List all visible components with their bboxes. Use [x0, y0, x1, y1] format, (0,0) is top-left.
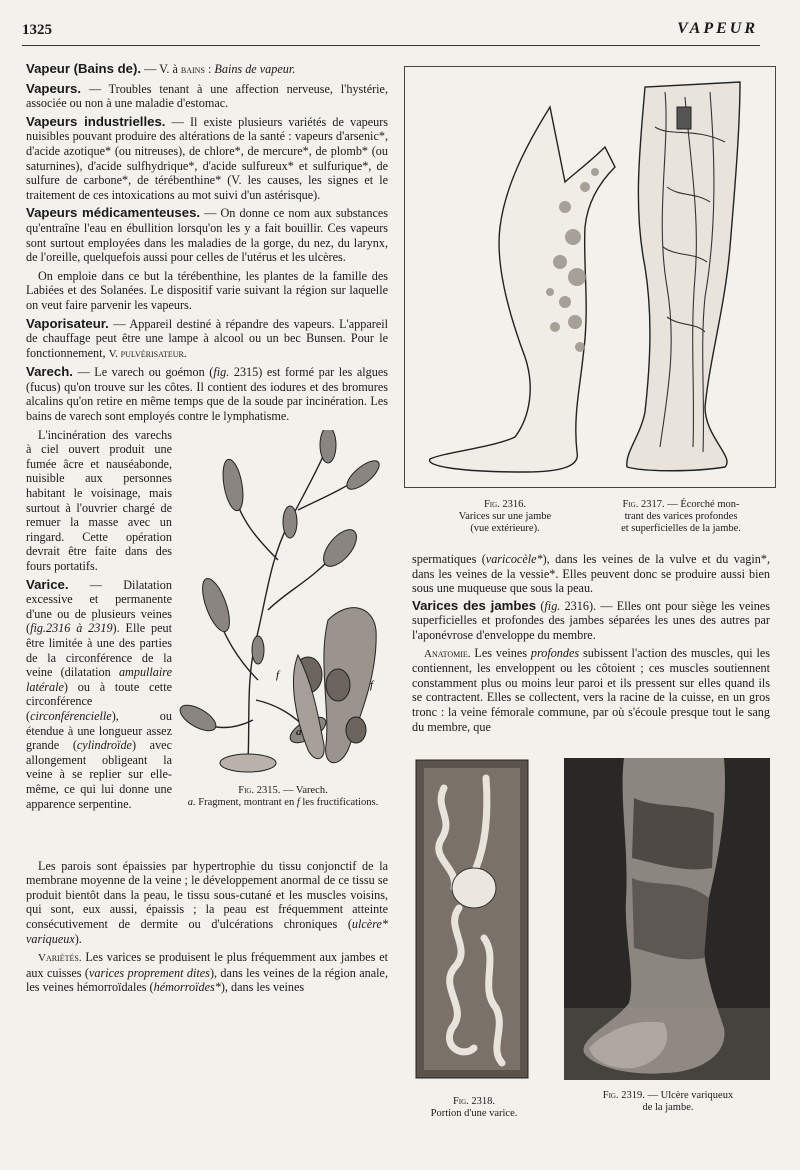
figure-2319 [564, 758, 770, 1113]
paragraph: On emploie dans ce but la térébenthine, les plantes de la famille des Labiées et des Solanées. Le dispositif varie suivant la région sur laquelle on veut faire parvenir les vapeurs. [26, 268, 388, 312]
header-rule [22, 45, 760, 46]
entry-title: Vaporisateur. [26, 315, 109, 331]
paragraph: L'incinération des varechs à ciel ouvert produit une fumée âcre et nauséabonde, nuisible aux personnes habitant le voisinage, mais surtout à l'ouvrier chargé de remuer la masse avec un ringard. Cette opération devrait être faite dans des fours portatifs. [26, 427, 172, 573]
entry-title: Vapeurs médicamenteuses. [26, 205, 201, 221]
entry-title: Vapeur (Bains de). [26, 61, 142, 76]
paragraph-anatomie: Anatomie. Les veines profondes subissent l'action des muscles, qui les contiennent, les enveloppent ou les côtoient ; ces muscles soutiennent constamment plus ou moins leur paroi et ils pressent sur elles quand ils se contractent. Elles se collectent, vers la racine de la cuisse, en un gros tronc : la veine fémorale commune, par où s'écoule presque tout le sang du membre, que [412, 645, 770, 734]
figure-2318 [414, 758, 534, 1119]
figure-2317-caption: Fig. 2317. — Écorché mon- trant des varices profondes et superficielles de la jambe. [621, 499, 741, 534]
figure-letter-f: f [276, 668, 280, 681]
entry-title: Varech. [26, 364, 73, 380]
entry-vapeur-bains: Vapeur (Bains de). — V. à bains : Bains de vapeur. [26, 61, 296, 76]
figure-2316-caption: Fig. 2316. Varices sur une jambe (vue extérieure). [458, 499, 552, 534]
entry-vapeurs: Vapeurs. — Troubles tenant à une affection nerveuse, l'hystérie, associée ou non à une maladie d'estomac. [26, 80, 388, 111]
entry-varice: Varice. — Dilatation excessive et permanente d'une ou de plusieurs veines (fig.2316 à 2319). Elle peut être limitée à une des parties de la circonférence de la veine (dilatation ampullaire latérale) ou à toute cette circonférence (circonférencielle), ou étendue à une longueur assez grande (cylindroïde) avec allongement obligeant la veine à se replier sur elle-même, ce qui lui donne une apparence serpentine. [26, 576, 172, 811]
right-column [412, 552, 770, 737]
entry-vapeurs-industrielles: Vapeurs industrielles. — Il existe plusieurs variétés de vapeurs nuisibles pouvant produire des altérations de la santé : vapeurs d'arsenic*, d'acide azotique* (ou nitreuses), de chlore*, de mercure*, de plomb* (ou saturnines), d'acide sulfhydrique*, d'acide sulfureux* et sulfurique*, de sulfure de carbone*, de térébenthine* (V. les causes, les signes et le traitement de ces intoxications au mot suivi d'un astérisque). [26, 113, 388, 202]
paragraph-varietes: Variétés. Les varices se produisent le plus fréquemment aux jambes et aux cuisses (varices proprement dites), dans les veines de la région anale, les veines hémorroïdales (hémorroïdes*), dans les veines [26, 950, 388, 995]
entry-varech: Varech. — Le varech ou goémon (fig. 2315) est formé par les algues (fucus) qu'on trouve sur les côtes. Il contient des iodures et des bromures alcalins qu'on retire en même temps que de la soude par incinération. Les bains de varech sont employés contre le lymphatisme. [26, 364, 388, 424]
entry-title: Varice. [26, 576, 69, 592]
figure-caption: Fig. 2315. — Varech. [238, 784, 328, 796]
figure-2319-caption: Fig. 2319. — Ulcère variqueux de la jambe. [602, 1090, 734, 1113]
legs-illustration [405, 67, 775, 487]
varice-specimen-photo [414, 758, 532, 1080]
page-header [0, 0, 800, 46]
running-head: VAPEUR [677, 20, 758, 37]
entry-title: Vapeurs. [26, 80, 81, 96]
figure-letter-f: f [370, 678, 374, 691]
entry-varices-jambes: Varices des jambes (fig. 2316). — Elles ont pour siège les veines superficielles et profondes des jambes séparées les unes des autres par l'aponévrose d'enveloppe du membre. [412, 597, 770, 642]
entry-title: Vapeurs industrielles. [26, 113, 166, 129]
paragraph-continuation: spermatiques (varicocèle*), dans les veines de la vulve et du vagin*, dans les veines de la vessie*. Elles peuvent donc se produire aussi bien sous une muqueuse que sous la peau. [412, 552, 770, 596]
figure-letter-a: a [296, 725, 302, 738]
paragraph: Les parois sont épaissies par hypertrophie du tissu conjonctif de la membrane moyenne de la veine ; le développement anormal de ce tissu se produit bientôt dans la peau, le tissu sous-cutané et les muscles voisins, qui sont, eux aussi, épaissis ; la peau est fréquemment atteinte consécutivement de dermite ou d'ulcérations chroniques (ulcère* variqueux). [26, 858, 388, 946]
entry-vapeurs-medicamenteuses: Vapeurs médicamenteuses. — On donne ce nom aux substances qu'entraîne l'eau en ébullition lorsqu'on les y a fait bouillir. Ces vapeurs sont surtout employées dans les maladies de la gorge, du nez, du larynx, de l'oreille, quelquefois aussi pour celles de l'utérus et les ulcères. [26, 205, 389, 265]
entry-vaporisateur: Vaporisateur. — Appareil destiné à répandre des vapeurs. L'appareil de chauffage peut être une lampe à alcool ou un bec Bunsen. Pour le fonctionnement, V. pulvérisateur. [26, 315, 388, 360]
entry-title: Varices des jambes [412, 597, 537, 613]
page-number: 1325 [22, 22, 52, 38]
seaweed-illustration [178, 430, 388, 785]
cross-reference: V. pulvérisateur. [108, 347, 187, 360]
left-column [26, 62, 388, 999]
figure-2316-2317-frame [404, 66, 776, 534]
cross-reference: bains [180, 64, 205, 76]
ulcer-photo [564, 758, 770, 1080]
figure-2315 [178, 430, 388, 855]
figure-subcaption: a. Fragment, montrant en f les fructifications. [187, 796, 379, 808]
figure-2318-caption: Fig. 2318. Portion d'une varice. [430, 1096, 518, 1119]
